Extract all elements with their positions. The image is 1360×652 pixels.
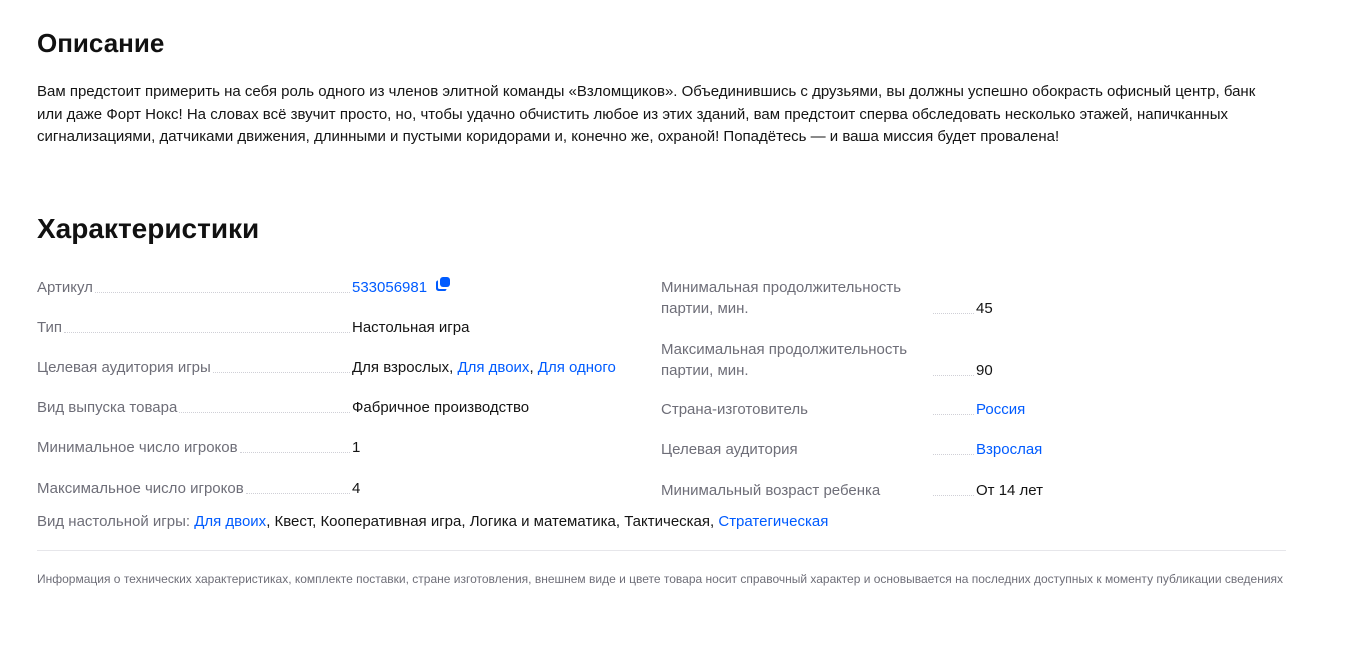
spec-row-article <box>37 277 650 298</box>
spec-value-min-age: От 14 лет <box>976 482 1044 499</box>
spec-label-country: Страна-изготовитель <box>661 401 808 418</box>
game-types-plain: , Квест, Кооперативная игра, Логика и математика, Тактическая, <box>266 513 719 530</box>
spec-row-min-players <box>37 437 650 458</box>
spec-label-min-age: Минимальный возраст ребенка <box>661 482 881 499</box>
dotted-leader <box>246 493 350 494</box>
spec-label-max-players: Максимальное число игроков <box>37 480 244 497</box>
game-types-label: Вид настольной игры: <box>37 513 191 530</box>
spec-label-target: Целевая аудитория <box>661 441 798 458</box>
spec-row-country <box>661 399 1081 420</box>
spec-row-release <box>37 397 650 418</box>
game-type-link-for-two[interactable]: Для двоих <box>194 513 267 530</box>
copy-icon[interactable] <box>435 276 451 298</box>
game-types-row <box>37 511 828 532</box>
spec-row-max-players <box>37 478 650 499</box>
spec-value-min-players: 1 <box>352 439 361 456</box>
dotted-leader <box>64 332 350 333</box>
spec-value-min-duration: 45 <box>976 300 993 317</box>
audience-link-for-one[interactable]: Для одного <box>537 359 616 376</box>
spec-label-min-players: Минимальное число игроков <box>37 439 238 456</box>
spec-row-min-duration <box>661 277 1081 319</box>
dotted-leader <box>933 495 974 496</box>
spec-value-max-duration: 90 <box>976 362 993 379</box>
description-title: Описание <box>37 28 165 58</box>
spec-row-min-age <box>661 480 1081 501</box>
spec-row-audience <box>37 357 650 378</box>
specs-title: Характеристики <box>37 213 260 244</box>
spec-label-article: Артикул <box>37 279 93 296</box>
dotted-leader <box>933 414 974 415</box>
spec-label-type: Тип <box>37 319 63 336</box>
dotted-leader <box>933 313 974 314</box>
spec-row-target <box>661 439 1081 460</box>
audience-link-for-two[interactable]: Для двоих <box>457 359 530 376</box>
dotted-leader <box>213 372 350 373</box>
spec-value-max-players: 4 <box>352 480 361 497</box>
spec-label-audience: Целевая аудитория игры <box>37 359 211 376</box>
spec-row-max-duration <box>661 339 1081 381</box>
dotted-leader <box>240 452 350 453</box>
game-type-link-strategic[interactable]: Стратегическая <box>718 513 829 530</box>
article-number-link[interactable]: 533056981 <box>352 279 428 296</box>
spec-label-min-duration: Минимальная продолжительность партии, мин. <box>661 279 902 317</box>
spec-label-release: Вид выпуска товара <box>37 399 178 416</box>
spec-label-max-duration: Максимальная продолжительность партии, мин. <box>661 341 908 379</box>
spec-value-release: Фабричное производство <box>352 399 530 416</box>
disclaimer-note: Информация о технических характеристиках, комплекте поставки, стране изготовления, внешнем виде и цвете товара носит справочный характер и основывается на последних доступных к моменту публикации сведениях <box>37 572 1284 586</box>
dotted-leader <box>933 454 974 455</box>
description-text: Вам предстоит примерить на себя роль одного из членов элитной команды «Взломщиков». Объединившись с друзьями, вы должны успешно обокрасть офисный центр, банк или даже Форт Нокс! На словах всё звучит просто, но, чтобы удачно обчистить любое из этих зданий, вам предстоит сперва обследовать несколько этажей, напичканных сигнализациями, датчиками движения, длинными и пустыми коридорами и, конечно же, охраной! Попадётесь — и ваша миссия будет провалена! <box>37 83 1256 145</box>
spec-value-type: Настольная игра <box>352 319 470 336</box>
dotted-leader <box>933 375 974 376</box>
dotted-leader <box>179 412 350 413</box>
target-audience-link[interactable]: Взрослая <box>976 441 1043 458</box>
country-link[interactable]: Россия <box>976 401 1026 418</box>
dotted-leader <box>95 292 350 293</box>
spec-value-audience: Для взрослых, Для двоих, Для одного <box>352 359 616 376</box>
spec-row-type <box>37 317 650 338</box>
divider <box>37 550 1286 551</box>
